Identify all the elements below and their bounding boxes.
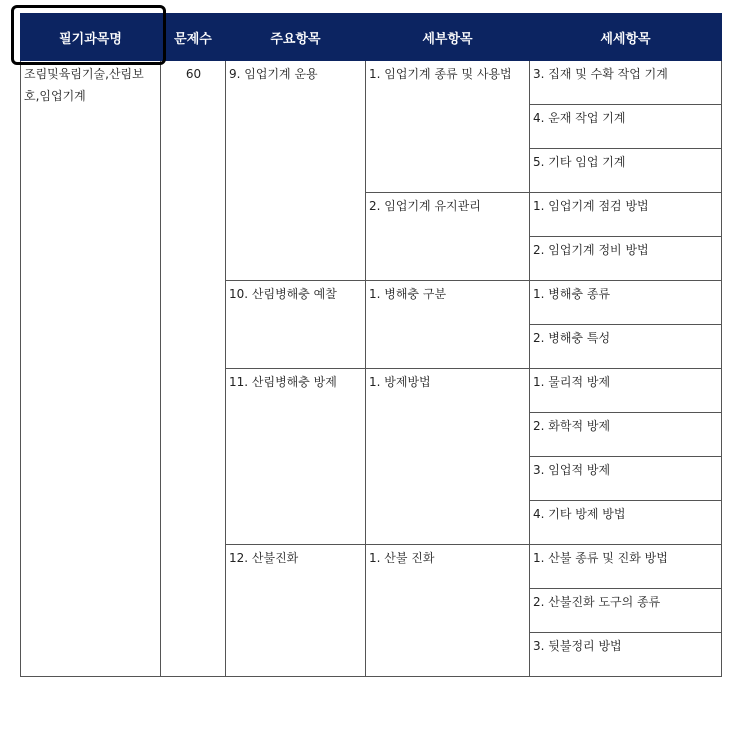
table-header-row	[21, 14, 722, 61]
detail-item-cell: 3. 임업적 방제	[530, 457, 722, 501]
detail-item-cell: 2. 임업기계 정비 방법	[530, 237, 722, 281]
header-question-count: 문제수	[161, 14, 226, 61]
detail-item-cell: 2. 화학적 방제	[530, 413, 722, 457]
sub-item-cell: 2. 임업기계 유지관리	[366, 193, 530, 281]
question-count-cell: 60	[161, 61, 226, 677]
detail-item-cell: 3. 집재 및 수확 작업 기계	[530, 61, 722, 105]
exam-criteria-table	[20, 13, 722, 677]
sub-item-cell: 1. 산불 진화	[366, 545, 530, 677]
header-main-item: 주요항목	[226, 14, 366, 61]
header-sub-item: 세부항목	[366, 14, 530, 61]
detail-item-cell: 3. 뒷불정리 방법	[530, 633, 722, 677]
sub-item-cell: 1. 임업기계 종류 및 사용법	[366, 61, 530, 193]
detail-item-cell: 5. 기타 임업 기계	[530, 149, 722, 193]
main-item-cell: 10. 산림병해충 예찰	[226, 281, 366, 369]
detail-item-cell: 1. 산불 종류 및 진화 방법	[530, 545, 722, 589]
main-item-cell: 11. 산림병해충 방제	[226, 369, 366, 545]
detail-item-cell: 1. 병해충 종류	[530, 281, 722, 325]
table-row	[21, 61, 722, 105]
detail-item-cell: 4. 기타 방제 방법	[530, 501, 722, 545]
header-detail-item: 세세항목	[530, 14, 722, 61]
sub-item-cell: 1. 병해충 구분	[366, 281, 530, 369]
main-item-cell: 12. 산불진화	[226, 545, 366, 677]
detail-item-cell: 1. 임업기계 점검 방법	[530, 193, 722, 237]
main-item-cell: 9. 임업기계 운용	[226, 61, 366, 281]
detail-item-cell: 4. 운재 작업 기계	[530, 105, 722, 149]
header-subject: 필기과목명	[21, 14, 161, 61]
detail-item-cell: 2. 산불진화 도구의 종류	[530, 589, 722, 633]
detail-item-cell: 2. 병해충 특성	[530, 325, 722, 369]
sub-item-cell: 1. 방제방법	[366, 369, 530, 545]
detail-item-cell: 1. 물리적 방제	[530, 369, 722, 413]
subject-cell: 조림및육림기술,산림보호,임업기계	[21, 61, 161, 677]
